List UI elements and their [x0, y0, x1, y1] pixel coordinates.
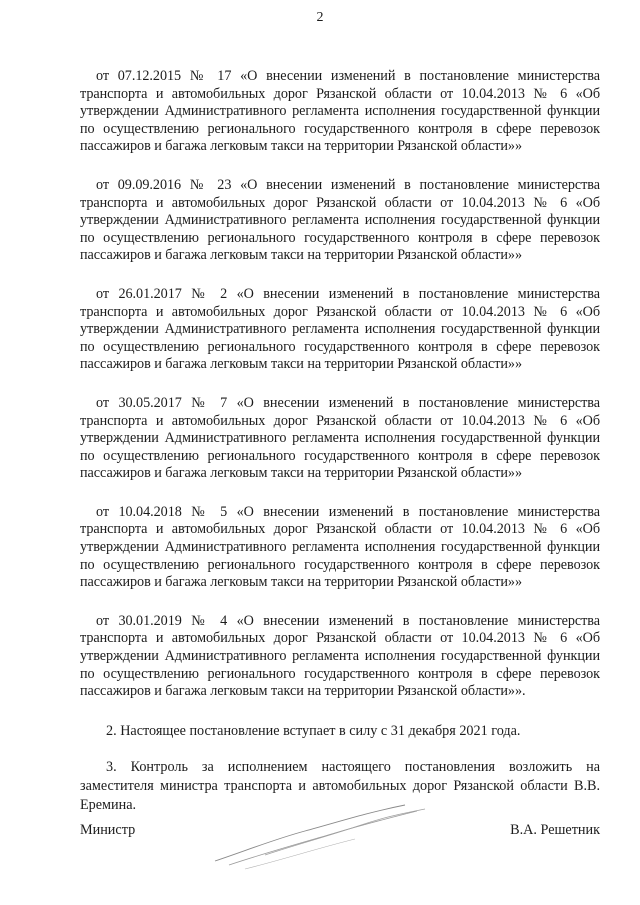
control-clause: 3. Контроль за исполнением настоящего постановления возложить на заместителя министра транспорта и автомобильных дорог Рязанской области В.В. Еремина.: [80, 758, 600, 813]
signatory-position: Министр: [80, 822, 136, 838]
page-number: 2: [316, 10, 324, 25]
amendment-item: от 07.12.2015 № 17 «О внесении изменений в постановление министерства транспорта и автомобильных дорог Рязанской области от 10.04.2013 № 6 «Об утверждении Административного регламента исполнения государственной функции по осуществлению регионального государственного контроля в сфере перевозок пассажиров и багажа легковым такси на территории Рязанской области»»: [80, 68, 600, 155]
amendment-item: от 10.04.2018 № 5 «О внесении изменений в постановление министерства транспорта и автомобильных дорог Рязанской области от 10.04.2013 № 6 «Об утверждении Административного регламента исполнения государственной функции по осуществлению регионального государственного контроля в сфере перевозок пассажиров и багажа легковым такси на территории Рязанской области»»: [80, 503, 600, 591]
amendment-item: от 30.05.2017 № 7 «О внесении изменений в постановление министерства транспорта и автомобильных дорог Рязанской области от 10.04.2013 № 6 «Об утверждении Административного регламента исполнения государственной функции по осуществлению регионального государственного контроля в сфере перевозок пассажиров и багажа легковым такси на территории Рязанской области»»: [80, 394, 600, 482]
effective-date-clause: 2. Настоящее постановление вступает в силу с 31 декабря 2021 года.: [106, 722, 521, 739]
signatory-name: В.А. Решетник: [510, 822, 600, 838]
amendment-item: от 30.01.2019 № 4 «О внесении изменений в постановление министерства транспорта и автомобильных дорог Рязанской области от 10.04.2013 № 6 «Об утверждении Административного регламента исполнения государственной функции по осуществлению регионального государственного контроля в сфере перевозок пассажиров и багажа легковым такси на территории Рязанской области»».: [80, 612, 600, 700]
amendment-item: от 09.09.2016 № 23 «О внесении изменений в постановление министерства транспорта и автомобильных дорог Рязанской области от 10.04.2013 № 6 «Об утверждении Административного регламента исполнения государственной функции по осуществлению регионального государственного контроля в сфере перевозок пассажиров и багажа легковым такси на территории Рязанской области»»: [80, 176, 600, 264]
document-body: [80, 68, 600, 815]
handwritten-signature: [205, 795, 435, 875]
amendment-item: от 26.01.2017 № 2 «О внесении изменений в постановление министерства транспорта и автомобильных дорог Рязанской области от 10.04.2013 № 6 «Об утверждении Административного регламента исполнения государственной функции по осуществлению регионального государственного контроля в сфере перевозок пассажиров и багажа легковым такси на территории Рязанской области»»: [80, 285, 600, 373]
